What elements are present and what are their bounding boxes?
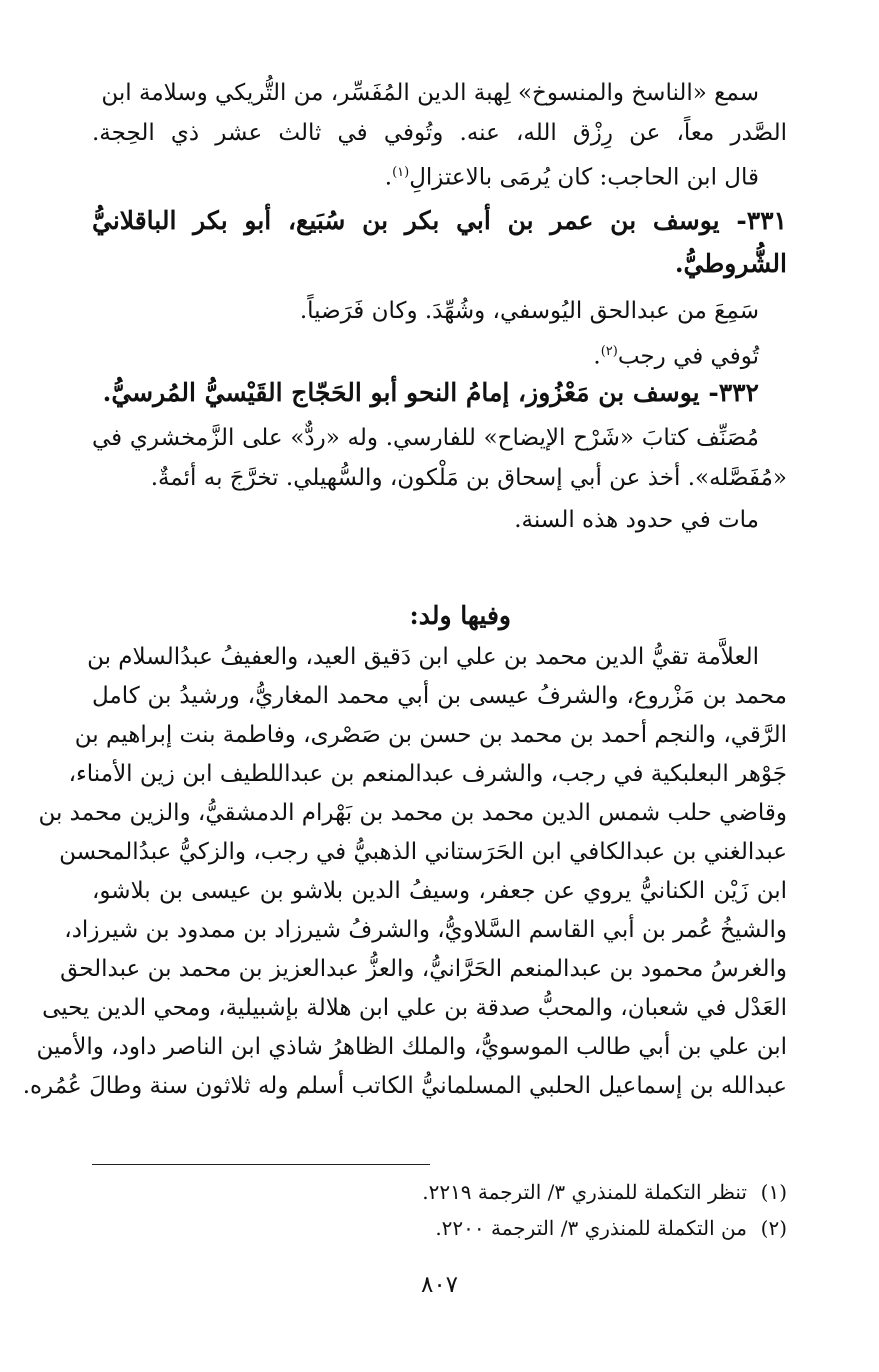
text-line: جَوْهر البعلبكية في رجب، والشرف عبدالمنعم بن عبداللطيف ابن زين الأمناء، (68, 761, 787, 787)
text-line (92, 332, 759, 377)
text-line: سمع «الناسخ والمنسوخ» لِهبة الدين المُفَسِّر، من التُّريكي وسلامة ابن (101, 80, 759, 106)
text-fragment: . (384, 164, 393, 191)
text-line: الصَّدر معاً، عن رِزْق الله، عنه. وتُوفي في ثالث عشر ذي الحِجة. (92, 120, 787, 146)
footnote-ref: (١) (392, 165, 410, 180)
text-line: «مُفَصَّله». أخذ عن أبي إسحاق بن مَلْكون، والسُّهيلي. تخرَّجَ به أئمةٌ. (150, 465, 787, 491)
text-line: محمد بن مَزْروع، والشرفُ عيسى بن أبي محمد المغاريُّ، ورشيدُ بن كامل (92, 683, 787, 709)
footnote-text: تنظر التكملة للمنذري ٣/ الترجمة ٢٢١٩. (422, 1180, 747, 1204)
text-fragment: . (593, 343, 601, 370)
entry-heading-332: ٣٣٢- يوسف بن مَعْزُوز، إمامُ النحو أبو الحَجّاج القَيْسيُّ المُرسيُّ. (102, 378, 759, 407)
text-line: الرَّقي، والنجم أحمد بن محمد بن حسن بن صَصْرى، وفاطمة بنت إبراهيم بن (74, 722, 787, 748)
footnote (92, 1210, 787, 1246)
text-line: مات في حدود هذه السنة. (514, 507, 759, 533)
text-line: العَدْل في شعبان، والمحبُّ صدقة بن علي ابن هلالة بإشبيلية، ومحي الدين يحيى (42, 995, 787, 1021)
footnote-ref: (٢) (600, 344, 618, 359)
footnote (92, 1174, 787, 1210)
text-line (92, 153, 759, 198)
text-line: عبدالله بن إسماعيل الحلبي المسلمانيُّ الكاتب أسلم وله ثلاثون سنة وطالَ عُمُره. (22, 1073, 787, 1099)
text-line: عبدالغني بن عبدالكافي ابن الحَرَستاني الذهبيُّ في رجب، والزكيُّ عبدُالمحسن (59, 839, 787, 865)
entry-heading-331-cont: الشُّروطيُّ. (674, 249, 787, 278)
text-line: والغرسُ محمود بن عبدالمنعم الحَرَّانيُّ، والعزُّ عبدالعزيز بن محمد بن عبدالحق (60, 956, 787, 982)
footnote-number: (١) (760, 1180, 787, 1204)
footnote-text: من التكملة للمنذري ٣/ الترجمة ٢٢٠٠. (435, 1216, 747, 1240)
page-number: ٨٠٧ (420, 1272, 459, 1298)
footnote-number: (٢) (760, 1216, 787, 1240)
text-fragment: قال ابن الحاجب: كان يُرمَى بالاعتزالِ (409, 164, 759, 191)
text-line: سَمِعَ من عبدالحق اليُوسفي، وشُهِّدَ. وكان فَرَضياً. (299, 298, 759, 324)
section-heading: وفيها ولد: (409, 601, 511, 630)
text-line: العلاَّمة تقيُّ الدين محمد بن علي ابن دَقيق العيد، والعفيفُ عبدُالسلام بن (87, 644, 759, 670)
footnote-divider (92, 1164, 430, 1165)
text-fragment: تُوفي في رجب (617, 343, 759, 370)
text-line: وقاضي حلب شمس الدين محمد بن محمد بن بَهْرام الدمشقيُّ، والزين محمد بن (38, 800, 787, 826)
text-line: ابن زَيْن الكنانيُّ يروي عن جعفر، وسيفُ الدين بلاشو بن عيسى بن بلاشو، (92, 878, 787, 904)
entry-heading-331: ٣٣١- يوسف بن عمر بن أبي بكر بن سُبَيع، أبو بكر الباقلانيُّ (92, 206, 787, 235)
text-line: والشيخُ عُمر بن أبي القاسم السَّلاويُّ، والشرفُ شيرزاد بن ممدود بن شيرزاد، (64, 917, 787, 943)
text-line: ابن علي بن أبي طالب الموسويُّ، والملك الظاهرُ شاذي ابن الناصر داود، والأمين (36, 1034, 787, 1060)
text-line: مُصَنِّف كتابَ «شَرْح الإيضاح» للفارسي. وله «ردٌّ» على الزَّمخشري في (92, 425, 759, 451)
